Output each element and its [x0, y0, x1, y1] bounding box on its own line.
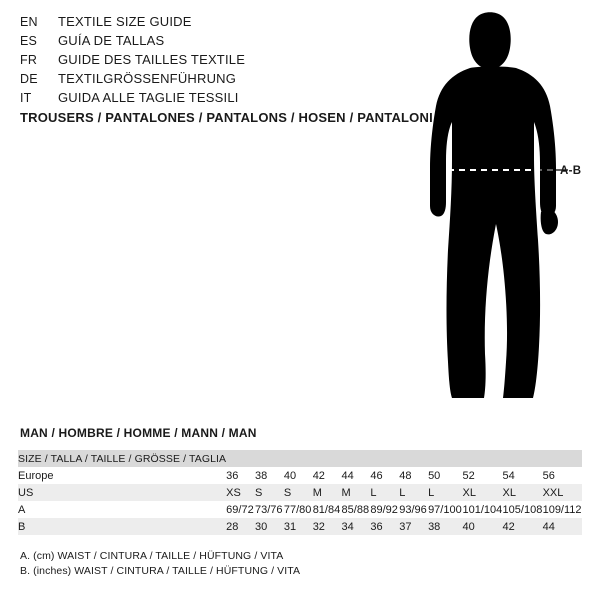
cell: 34 — [342, 518, 371, 535]
cell: 81/84 — [313, 501, 342, 518]
cell: L — [370, 484, 399, 501]
table-row — [18, 518, 582, 535]
cell: 42 — [313, 467, 342, 484]
cell — [428, 450, 462, 467]
cell — [543, 450, 582, 467]
cell — [226, 450, 255, 467]
language-header — [20, 14, 400, 109]
language-row-it — [20, 90, 400, 109]
cell: 44 — [342, 467, 371, 484]
cell: 46 — [370, 467, 399, 484]
cell: 42 — [503, 518, 543, 535]
cell: 77/80 — [284, 501, 313, 518]
cell: 30 — [255, 518, 284, 535]
cell: 109/112 — [543, 501, 582, 518]
cell: 40 — [463, 518, 503, 535]
cell: 37 — [399, 518, 428, 535]
language-title-fr: GUIDE DES TAILLES TEXTILE — [58, 52, 246, 67]
cell: XL — [503, 484, 543, 501]
cell — [342, 450, 371, 467]
table-row — [18, 450, 582, 467]
table-row — [18, 484, 582, 501]
note-a: A. (cm) WAIST / CINTURA / TAILLE / HÜFTUNG / VITA — [20, 550, 284, 562]
cell: 28 — [226, 518, 255, 535]
cell: 44 — [543, 518, 582, 535]
cell — [313, 450, 342, 467]
language-code-fr: FR — [20, 53, 38, 67]
cell: 105/108 — [503, 501, 543, 518]
cell: 32 — [313, 518, 342, 535]
language-title-de: TEXTILGRÖSSENFÜHRUNG — [58, 71, 237, 86]
cell: 73/76 — [255, 501, 284, 518]
cell: S — [284, 484, 313, 501]
cell: L — [399, 484, 428, 501]
man-silhouette-icon — [400, 10, 600, 410]
cell: 56 — [543, 467, 582, 484]
cell: 101/104 — [463, 501, 503, 518]
note-b: B. (inches) WAIST / CINTURA / TAILLE / HÜFTUNG / VITA — [20, 565, 301, 577]
row-label: A — [18, 501, 226, 518]
cell: S — [255, 484, 284, 501]
language-row-en — [20, 14, 400, 33]
cell: 97/100 — [428, 501, 462, 518]
cell: 38 — [428, 518, 462, 535]
cell: 69/72 — [226, 501, 255, 518]
row-label: B — [18, 518, 226, 535]
cell: XXL — [543, 484, 582, 501]
cell: XL — [463, 484, 503, 501]
cell: 38 — [255, 467, 284, 484]
cell: 50 — [428, 467, 462, 484]
cell — [399, 450, 428, 467]
language-code-en: EN — [20, 15, 38, 29]
cell: L — [428, 484, 462, 501]
row-label: Europe — [18, 467, 226, 484]
row-label: SIZE / TALLA / TAILLE / GRÖSSE / TAGLIA — [18, 450, 226, 467]
cell — [370, 450, 399, 467]
table-notes — [20, 549, 300, 579]
cell — [284, 450, 313, 467]
cell: M — [342, 484, 371, 501]
language-code-de: DE — [20, 72, 38, 86]
language-row-de — [20, 71, 400, 90]
language-row-es — [20, 33, 400, 52]
language-title-es: GUÍA DE TALLAS — [58, 33, 165, 48]
cell: 52 — [463, 467, 503, 484]
cell: M — [313, 484, 342, 501]
table-title: MAN / HOMBRE / HOMME / MANN / MAN — [20, 426, 257, 440]
language-title-en: TEXTILE SIZE GUIDE — [58, 14, 192, 29]
cell: XS — [226, 484, 255, 501]
cell: 31 — [284, 518, 313, 535]
section-title: TROUSERS / PANTALONES / PANTALONS / HOSEN / PANTALONI — [20, 110, 433, 125]
row-label: US — [18, 484, 226, 501]
cell — [463, 450, 503, 467]
figure-panel — [400, 10, 600, 410]
table-row — [18, 501, 582, 518]
size-table — [18, 450, 582, 535]
language-code-es: ES — [20, 34, 38, 48]
cell — [503, 450, 543, 467]
cell: 36 — [370, 518, 399, 535]
cell — [255, 450, 284, 467]
cell: 40 — [284, 467, 313, 484]
language-code-it: IT — [20, 91, 32, 105]
cell: 85/88 — [342, 501, 371, 518]
cell: 54 — [503, 467, 543, 484]
table-row — [18, 467, 582, 484]
language-row-fr — [20, 52, 400, 71]
measure-label-ab: A-B — [560, 165, 582, 177]
cell: 36 — [226, 467, 255, 484]
cell: 48 — [399, 467, 428, 484]
cell: 93/96 — [399, 501, 428, 518]
language-title-it: GUIDA ALLE TAGLIE TESSILI — [58, 90, 239, 105]
cell: 89/92 — [370, 501, 399, 518]
